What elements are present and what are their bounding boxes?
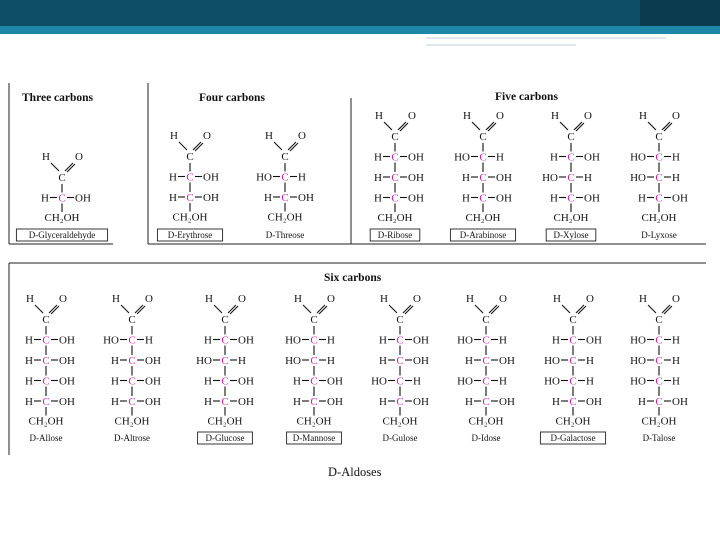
chiral-carbon: C	[396, 396, 404, 408]
substituent-right: OH	[59, 334, 75, 347]
ch2oh-group: CH₂OH	[207, 415, 243, 428]
chiral-carbon: C	[655, 151, 663, 164]
substituent-right: H	[584, 172, 592, 184]
section-five-carbons: Five carbons	[495, 91, 558, 103]
ch2oh-group: CH₂OH	[296, 415, 332, 428]
substituent-right: OH	[413, 396, 429, 408]
carbonyl-carbon: C	[281, 151, 289, 163]
bond	[35, 305, 43, 313]
substituent-right: H	[499, 334, 507, 347]
substituent-left: HO	[285, 355, 301, 367]
sugar-name: D-Glucose	[205, 433, 245, 443]
substituent-right: OH	[408, 151, 424, 164]
ch2oh-group: CH₂OH	[382, 415, 418, 428]
substituent-right: OH	[408, 192, 424, 205]
section-four-carbons: Four carbons	[199, 92, 265, 104]
substituent-right: OH	[327, 375, 343, 388]
chiral-carbon: C	[58, 192, 66, 205]
substituent-right: H	[672, 334, 680, 347]
ch2oh-group: CH₂OH	[267, 211, 303, 224]
substituent-right: OH	[238, 396, 254, 408]
aldehyde-h: H	[26, 293, 34, 305]
substituent-left: HO	[544, 355, 560, 367]
chiral-carbon: C	[655, 334, 663, 347]
substituent-right: OH	[584, 192, 600, 205]
substituent-left: H	[204, 375, 212, 388]
section-six-carbons: Six carbons	[324, 272, 382, 284]
chiral-carbon: C	[655, 375, 663, 388]
substituent-left: HO	[454, 151, 470, 164]
chiral-carbon: C	[479, 151, 487, 164]
ch2oh-group: CH₂OH	[172, 211, 208, 224]
aldehyde-h: H	[205, 293, 213, 305]
bond	[389, 305, 397, 313]
substituent-left: H	[25, 334, 33, 347]
chiral-carbon: C	[482, 334, 490, 347]
substituent-left: HO	[630, 334, 646, 347]
section-three-carbons: Three carbons	[22, 92, 94, 104]
substituent-right: OH	[408, 172, 424, 184]
aldehyde-h: H	[380, 293, 388, 305]
substituent-right: OH	[327, 396, 343, 408]
substituent-right: OH	[145, 375, 161, 388]
substituent-right: H	[145, 334, 153, 347]
aldehyde-o: O	[586, 293, 594, 305]
chiral-carbon: C	[221, 375, 229, 388]
chiral-carbon: C	[128, 396, 136, 408]
substituent-right: OH	[238, 375, 254, 388]
substituent-right: OH	[145, 396, 161, 408]
ch2oh-group: CH₂OH	[114, 415, 150, 428]
carbonyl-carbon: C	[186, 151, 194, 163]
aldehyde-h: H	[639, 293, 647, 305]
bond	[384, 122, 392, 130]
molecule-d-threose	[256, 130, 314, 240]
chiral-carbon: C	[482, 396, 490, 408]
aldehyde-h: H	[375, 110, 383, 122]
chiral-carbon: C	[281, 192, 289, 204]
substituent-right: OH	[59, 355, 75, 367]
chiral-carbon: C	[310, 375, 318, 388]
substituent-left: H	[169, 171, 177, 184]
substituent-left: HO	[103, 334, 119, 347]
bond	[560, 122, 568, 130]
substituent-left: HO	[630, 151, 646, 164]
substituent-right: OH	[145, 355, 161, 367]
substituent-right: OH	[59, 396, 75, 408]
molecule-d-allose	[25, 293, 75, 443]
substituent-right: H	[327, 355, 335, 367]
chiral-carbon: C	[42, 355, 50, 367]
chiral-carbon: C	[482, 355, 490, 367]
substituent-left: HO	[544, 375, 560, 388]
substituent-right: H	[672, 355, 680, 367]
chiral-carbon: C	[569, 355, 577, 367]
ch2oh-group: CH₂OH	[28, 415, 64, 428]
substituent-right: H	[672, 375, 680, 388]
aldehyde-o: O	[672, 110, 680, 122]
carbonyl-carbon: C	[655, 131, 663, 143]
chiral-carbon: C	[281, 171, 289, 184]
bond	[303, 305, 311, 313]
substituent-right: H	[499, 375, 507, 388]
sugar-name: D-Glyceraldehyde	[28, 230, 96, 240]
chiral-carbon: C	[186, 192, 194, 204]
aldehyde-h: H	[42, 151, 50, 163]
molecule-d-mannose	[285, 293, 343, 444]
substituent-left: H	[111, 396, 119, 408]
aldehyde-h: H	[639, 110, 647, 122]
slide-title: D-Aldoses	[328, 465, 382, 479]
substituent-right: OH	[584, 151, 600, 164]
chiral-carbon: C	[479, 192, 487, 205]
substituent-right: OH	[59, 375, 75, 388]
aldehyde-h: H	[112, 293, 120, 305]
chiral-carbon: C	[567, 172, 575, 184]
bond	[274, 142, 282, 150]
substituent-right: OH	[672, 192, 688, 205]
substituent-left: H	[465, 355, 473, 367]
substituent-left: H	[374, 192, 382, 205]
molecule-d-lyxose	[630, 110, 688, 240]
substituent-left: H	[41, 192, 49, 205]
substituent-left: H	[465, 396, 473, 408]
chiral-carbon: C	[128, 355, 136, 367]
substituent-left: H	[25, 375, 33, 388]
substituent-left: H	[111, 375, 119, 388]
sugar-name: D-Mannose	[292, 433, 336, 443]
substituent-right: OH	[499, 355, 515, 367]
substituent-left: HO	[371, 375, 387, 388]
sugar-name: D-Threose	[265, 230, 305, 240]
sugar-name: D-Lyxose	[641, 230, 677, 240]
ch2oh-group: CH₂OH	[377, 212, 413, 224]
substituent-left: H	[552, 396, 560, 408]
substituent-left: H	[25, 396, 33, 408]
chiral-carbon: C	[482, 375, 490, 388]
carbonyl-carbon: C	[567, 131, 575, 143]
molecule-d-xylose	[542, 110, 600, 241]
molecule-d-glyceraldehyde	[16, 151, 107, 241]
chiral-carbon: C	[391, 151, 399, 164]
sugar-name: D-Xylose	[553, 230, 589, 240]
substituent-left: HO	[630, 375, 646, 388]
substituent-right: OH	[238, 334, 254, 347]
chiral-carbon: C	[655, 355, 663, 367]
ch2oh-group: CH₂OH	[555, 415, 591, 428]
substituent-right: OH	[203, 171, 219, 184]
bond	[472, 122, 480, 130]
sugar-name: D-Allose	[29, 433, 63, 443]
chiral-carbon: C	[569, 334, 577, 347]
substituent-left: H	[374, 172, 382, 184]
aldehyde-h: H	[294, 293, 302, 305]
substituent-left: HO	[256, 171, 272, 184]
bond	[214, 305, 222, 313]
molecule-d-altrose	[103, 293, 161, 443]
chiral-carbon: C	[391, 192, 399, 205]
substituent-right: OH	[413, 334, 429, 347]
sugar-name: D-Gulose	[382, 433, 418, 443]
sugar-name: D-Arabinose	[459, 230, 507, 240]
carbonyl-carbon: C	[128, 314, 136, 326]
substituent-left: H	[204, 396, 212, 408]
substituent-right: OH	[413, 355, 429, 367]
bond	[562, 305, 570, 313]
substituent-left: HO	[542, 172, 558, 184]
aldehyde-o: O	[203, 130, 211, 142]
substituent-left: H	[293, 375, 301, 388]
substituent-left: H	[379, 334, 387, 347]
sugar-name: D-Talose	[642, 433, 676, 443]
aldehyde-o: O	[584, 110, 592, 122]
substituent-left: H	[264, 192, 272, 204]
substituent-right: H	[413, 375, 421, 388]
substituent-right: H	[238, 355, 246, 367]
substituent-left: HO	[196, 355, 212, 367]
substituent-left: H	[25, 355, 33, 367]
chiral-carbon: C	[310, 334, 318, 347]
substituent-right: H	[327, 334, 335, 347]
chiral-carbon: C	[569, 396, 577, 408]
substituent-left: H	[638, 396, 646, 408]
substituent-right: H	[298, 171, 306, 184]
ch2oh-group: CH₂OH	[468, 415, 504, 428]
ch2oh-group: CH₂OH	[465, 212, 501, 224]
substituent-left: HO	[457, 375, 473, 388]
substituent-right: OH	[496, 172, 512, 184]
substituent-left: H	[550, 151, 558, 164]
aldehyde-o: O	[408, 110, 416, 122]
chiral-carbon: C	[186, 171, 194, 184]
carbonyl-carbon: C	[221, 314, 229, 326]
chiral-carbon: C	[396, 355, 404, 367]
substituent-right: OH	[203, 192, 219, 204]
chiral-carbon: C	[655, 396, 663, 408]
substituent-right: OH	[672, 396, 688, 408]
bond	[121, 305, 129, 313]
substituent-left: HO	[630, 172, 646, 184]
chiral-carbon: C	[655, 172, 663, 184]
substituent-right: H	[496, 151, 504, 164]
chiral-carbon: C	[567, 192, 575, 205]
substituent-left: H	[169, 192, 177, 204]
sugar-name: D-Erythrose	[167, 230, 213, 240]
chiral-carbon: C	[310, 396, 318, 408]
substituent-right: H	[672, 151, 680, 164]
chiral-carbon: C	[42, 375, 50, 388]
molecule-d-arabinose	[450, 110, 515, 241]
substituent-right: OH	[75, 192, 91, 205]
aldehyde-o: O	[499, 293, 507, 305]
aldehyde-h: H	[466, 293, 474, 305]
substituent-right: OH	[499, 396, 515, 408]
substituent-left: H	[462, 172, 470, 184]
substituent-left: H	[379, 396, 387, 408]
ch2oh-group: CH₂OH	[44, 212, 80, 224]
molecule-d-talose	[630, 293, 688, 443]
bond	[648, 122, 656, 130]
molecule-d-galactose	[540, 293, 605, 444]
substituent-left: H	[552, 334, 560, 347]
substituent-left: H	[462, 192, 470, 205]
substituent-right: H	[586, 375, 594, 388]
ch2oh-group: CH₂OH	[553, 212, 589, 224]
aldehyde-o: O	[327, 293, 335, 305]
aldehyde-o: O	[496, 110, 504, 122]
molecule-d-erythrose	[157, 130, 222, 241]
aldehyde-o: O	[145, 293, 153, 305]
chiral-carbon: C	[391, 172, 399, 184]
chiral-carbon: C	[396, 375, 404, 388]
chiral-carbon: C	[221, 334, 229, 347]
substituent-right: H	[672, 172, 680, 184]
substituent-left: HO	[630, 355, 646, 367]
substituent-left: HO	[457, 334, 473, 347]
aldehyde-o: O	[298, 130, 306, 142]
chiral-carbon: C	[128, 334, 136, 347]
carbonyl-carbon: C	[396, 314, 404, 326]
aldehyde-h: H	[170, 130, 178, 142]
substituent-left: H	[550, 192, 558, 205]
carbonyl-carbon: C	[655, 314, 663, 326]
substituent-left: HO	[285, 334, 301, 347]
substituent-left: H	[111, 355, 119, 367]
chiral-carbon: C	[42, 396, 50, 408]
substituent-left: H	[379, 355, 387, 367]
bond	[648, 305, 656, 313]
chiral-carbon: C	[310, 355, 318, 367]
bond	[179, 142, 187, 150]
aldehyde-h: H	[265, 130, 273, 142]
molecule-d-ribose	[370, 110, 424, 241]
aldehyde-o: O	[75, 151, 83, 163]
carbonyl-carbon: C	[42, 314, 50, 326]
aldehyde-h: H	[551, 110, 559, 122]
chiral-carbon: C	[479, 172, 487, 184]
aldehyde-o: O	[59, 293, 67, 305]
bond	[475, 305, 483, 313]
chiral-carbon: C	[569, 375, 577, 388]
sugar-name: D-Altrose	[114, 433, 150, 443]
chiral-carbon: C	[42, 334, 50, 347]
molecule-d-gulose	[371, 293, 429, 443]
chiral-carbon: C	[396, 334, 404, 347]
aldehyde-o: O	[672, 293, 680, 305]
chiral-carbon: C	[567, 151, 575, 164]
substituent-left: H	[293, 396, 301, 408]
chiral-carbon: C	[221, 396, 229, 408]
sugar-name: D-Idose	[471, 433, 501, 443]
substituent-right: OH	[586, 334, 602, 347]
aldehyde-o: O	[413, 293, 421, 305]
sugar-name: D-Galactose	[550, 433, 596, 443]
ch2oh-group: CH₂OH	[641, 415, 677, 428]
substituent-left: H	[374, 151, 382, 164]
carbonyl-carbon: C	[58, 172, 66, 184]
carbonyl-carbon: C	[479, 131, 487, 143]
aldehyde-h: H	[463, 110, 471, 122]
carbonyl-carbon: C	[482, 314, 490, 326]
substituent-right: OH	[586, 396, 602, 408]
chiral-carbon: C	[655, 192, 663, 205]
aldehyde-h: H	[553, 293, 561, 305]
molecule-d-idose	[457, 293, 515, 443]
substituent-right: OH	[496, 192, 512, 205]
sugar-name: D-Ribose	[377, 230, 413, 240]
molecule-d-glucose	[196, 293, 254, 444]
chiral-carbon: C	[128, 375, 136, 388]
bond	[51, 163, 59, 171]
carbonyl-carbon: C	[391, 131, 399, 143]
ch2oh-group: CH₂OH	[641, 212, 677, 224]
substituent-right: H	[586, 355, 594, 367]
substituent-left: H	[638, 192, 646, 205]
chiral-carbon: C	[221, 355, 229, 367]
substituent-right: OH	[298, 192, 314, 204]
substituent-left: H	[204, 334, 212, 347]
aldehyde-o: O	[238, 293, 246, 305]
carbonyl-carbon: C	[569, 314, 577, 326]
carbonyl-carbon: C	[310, 314, 318, 326]
